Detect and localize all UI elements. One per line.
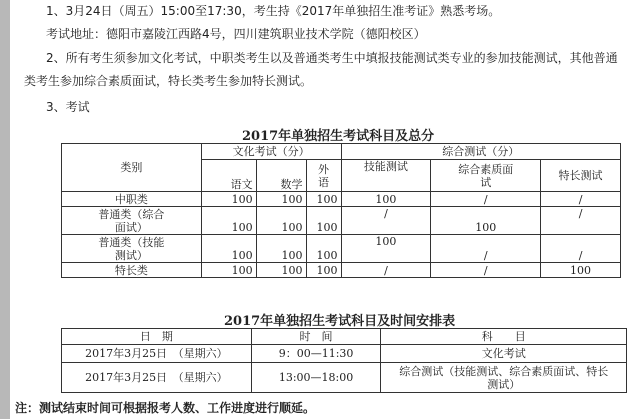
- cell-foreign: 100: [306, 235, 341, 263]
- row-category: 普通类（综合 面试）: [62, 207, 202, 235]
- cell-date: 2017年3月25日 （星期六）: [62, 345, 252, 363]
- cell-quality: /: [431, 235, 541, 263]
- header-skill-test: 技能测试: [341, 160, 431, 192]
- cell-subject: 文化考试: [381, 345, 627, 363]
- exam-schedule-table: [61, 328, 627, 393]
- table-row: [62, 345, 627, 363]
- footnote: 注：测试结束时间可根据报考人数、工作进度进行顺延。: [15, 401, 316, 415]
- cell-chinese: 100: [201, 235, 256, 263]
- cell-time: 9：00—11:30: [251, 345, 381, 363]
- cell-math: 100: [256, 207, 306, 235]
- cell-chinese: 100: [201, 207, 256, 235]
- header-quality-line1: 综合素质面: [458, 162, 514, 176]
- header-special-test: 特长测试: [541, 160, 621, 192]
- cell-subject: 综合测试（技能测试、综合素质面试、特长 测试）: [381, 363, 627, 393]
- row-category: 中职类: [62, 192, 202, 207]
- cell-special: /: [541, 192, 621, 207]
- cell-skill: 100: [341, 235, 431, 263]
- header-quality-line2: 试: [480, 175, 492, 189]
- cell-foreign: 100: [306, 192, 341, 207]
- header-time: 时 间: [251, 329, 381, 345]
- header-foreign-line2: 语: [318, 175, 330, 189]
- cell-time: 13:00—18:00: [251, 363, 381, 393]
- row-category: 普通类（技能 测试）: [62, 235, 202, 263]
- cell-special: /: [541, 235, 621, 263]
- cell-math: 100: [256, 235, 306, 263]
- cell-quality: /: [431, 192, 541, 207]
- cell-skill: /: [341, 207, 431, 235]
- cell-math: 100: [256, 263, 306, 278]
- header-quality-interview: [431, 160, 541, 192]
- cell-chinese: 100: [201, 192, 256, 207]
- subjects-scores-table: [61, 143, 621, 278]
- row-category: 特长类: [62, 263, 202, 278]
- paragraph-exam-address: 考试地址：德阳市嘉陵江西路4号，四川建筑职业技术学院（德阳校区）: [46, 27, 426, 41]
- table2-title: 2017年单独招生考试科目及时间安排表: [224, 314, 456, 329]
- header-subject: 科 目: [381, 329, 627, 345]
- cell-foreign: 100: [306, 207, 341, 235]
- cell-date: 2017年3月25日 （星期六）: [62, 363, 252, 393]
- table1-title: 2017年单独招生考试科目及总分: [242, 129, 435, 144]
- cell-quality: /: [431, 263, 541, 278]
- cell-skill: /: [341, 263, 431, 278]
- table-row: [62, 192, 621, 207]
- left-scroll-bar: [0, 0, 10, 419]
- cell-skill: 100: [341, 192, 431, 207]
- cell-special: 100: [541, 263, 621, 278]
- table-row: [62, 207, 621, 235]
- paragraph-exam-requirements-1: 2、所有考生须参加文化考试，中职类考生以及普通类考生中填报技能测试类专业的参加技能测试，其他普通: [46, 51, 618, 65]
- header-chinese: 语文: [201, 160, 256, 192]
- header-category: 类别: [62, 144, 202, 192]
- header-date: 日 期: [62, 329, 252, 345]
- header-comprehensive-test: 综合测试（分）: [341, 144, 620, 160]
- paragraph-exam-heading: 3、考试: [46, 100, 90, 114]
- table-row: [62, 363, 627, 393]
- header-culture-exam: 文化考试（分）: [201, 144, 341, 160]
- header-math: 数学: [256, 160, 306, 192]
- cell-quality: 100: [431, 207, 541, 235]
- paragraph-exam-requirements-2: 类考生参加综合素质面试，特长类考生参加特长测试。: [24, 74, 313, 88]
- cell-special: /: [541, 207, 621, 235]
- header-foreign-line1: 外: [318, 162, 330, 176]
- cell-chinese: 100: [201, 263, 256, 278]
- header-foreign-language: [306, 160, 341, 192]
- cell-math: 100: [256, 192, 306, 207]
- table-row: [62, 235, 621, 263]
- cell-foreign: 100: [306, 263, 341, 278]
- table-row: [62, 263, 621, 278]
- paragraph-exam-familiarize: 1、3月24日（周五）15:00至17:30，考生持《2017年单独招生准考证》熟悉考场。: [46, 4, 501, 18]
